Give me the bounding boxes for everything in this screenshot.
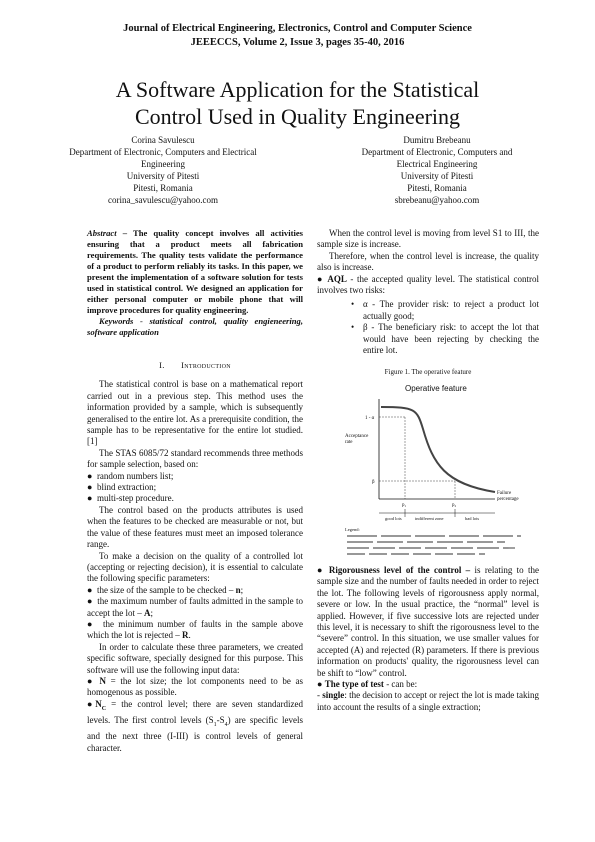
figure-caption: Figure 1. The operative feature [384, 368, 472, 377]
abstract-label: Abstract [87, 228, 117, 238]
right-column [317, 228, 539, 713]
list-item: • α - The provider risk: to reject a product lot actually good; [317, 299, 539, 322]
figure-y-tick: 1 - α [365, 415, 375, 421]
figure-zone-label: good lots [385, 515, 402, 521]
journal-line-1: Journal of Electrical Engineering, Electronics, Control and Computer Science [123, 23, 472, 34]
list-item: ● Rigorousness level of the control – is relating to the sample size and the number of faults needed in order to reject the lot. The following levels of rigorousness apply normal, severe or low. In the usual practice, the “normal” level is applied. However, if five successive lots are rejected under this level, it is necessary to shift the rigorousness level to the “severe” control. In this situation, we use smaller values for accepted (A) and rejected (R) parameters. If there is previous information on products' quality, the rigorousness level can be shift to “low” control. [317, 564, 539, 678]
paper-title [40, 76, 555, 130]
list-item-text: = the lot size; the lot components need to be as homogenous as possible. [87, 675, 303, 698]
author-dept: Electrical Engineering [396, 159, 478, 169]
author-block-2 [312, 134, 562, 206]
title-line-2: Control Used in Quality Engineering [134, 104, 461, 129]
author-block-1 [38, 134, 288, 206]
list-item-text: blind extraction; [96, 482, 157, 493]
list-item-text: the size of the sample to be checked – [96, 584, 236, 595]
paragraph: Therefore, when the control level is increase, the quality also is increase. [317, 250, 539, 273]
figure-xlabel: percentage [497, 496, 519, 502]
figure-ylabel: Acceptance [345, 433, 369, 439]
author-university: University of Pitesti [400, 171, 474, 181]
risk-list [317, 299, 539, 356]
list-item: ● The type of test - can be: [317, 678, 418, 689]
author-city: Pitesti, Romania [407, 183, 467, 193]
section-number: I. [159, 360, 165, 370]
symbol: N [99, 675, 106, 686]
list-item: • β - The beneficiary risk: to accept the lot that would have been rejecting by checking the entire lot. [317, 322, 539, 356]
list-item: ● the size of the sample to be checked – n; [87, 584, 244, 595]
figure-y-tick: β [372, 479, 375, 485]
bold-label: Rigorousness level of the control – [328, 564, 475, 575]
list-item-text: is relating to the sample size and the number of faults needed in order to reject the lot. The following levels of rigorousness apply normal, severe or low. In the usual practice, the “normal” level is applied. However, if five successive lots are rejected under this level, it is necessary to shift the rigorousness level to the “severe” control. In this situation, we use smaller values for accepted (A) and rejected (R) parameters. If there is previous information on products' quality, the rigorousness level can be shift to “low” control. [317, 564, 539, 678]
list-item: ● N = the lot size; the lot components need to be as homogenous as possible. [87, 675, 303, 698]
journal-line-2: JEEECCS, Volume 2, Issue 3, pages 35-40, 2016 [190, 37, 405, 48]
list-item-text: - the accepted quality level. The statistical control involves two risks: [317, 273, 539, 296]
paragraph: In order to calculate these three parameters, we created specific software, specially designed for this purpose. This software will use the following input data: [87, 641, 303, 675]
list-item: - single: the decision to accept or reject the lot is made taking into account the results of a single extraction; [317, 690, 539, 712]
list-item: $●N_C$ = the control level; there are seven standardized levels. The first control levels $(S_1-S_4)$ are specific levels and the next three (I-III) is control levels of general character. [87, 698, 304, 753]
list-item: ● the minimum number of faults in the sample above which the lot is rejected – R. [87, 618, 303, 641]
aql-label: AQL [327, 273, 347, 284]
figure-legend-heading: Legend: [345, 526, 360, 532]
bold-label: single [322, 690, 345, 701]
author-city: Pitesti, Romania [133, 183, 193, 193]
figure-x-tick: p₁ [402, 502, 407, 508]
title-line-1: A Software Application for the Statistical [115, 77, 480, 102]
paragraph: The STAS 6085/72 standard recommends three methods for sample selection, based on: [87, 447, 303, 470]
list-item-text: = the control level; there are seven standardized levels. The first control levels (S [87, 698, 304, 725]
list-item-text: the maximum number of faults admitted in the sample to accept the lot – [87, 596, 303, 618]
paragraph: When the control level is moving from level S1 to III, the sample size is increase. [317, 228, 539, 250]
journal-header [0, 22, 595, 50]
author-email[interactable]: sbrebeanu@yahoo.com [394, 195, 480, 205]
keywords: Keywords - statistical control, quality engieneering, software application [87, 316, 303, 337]
figure-ylabel: rate [345, 439, 353, 445]
paragraph: The statistical control is base on a mathematical report carried out in a previous step. This method uses the information provided by a sample, which is subsequently generalised to the entire lot. As a prerequisite condition, the sample has to be representative for the entire lot studied. [1] [87, 379, 303, 447]
figure-curve [381, 407, 495, 492]
figure-zone-label: bad lots [465, 515, 480, 521]
paragraph: To make a decision on the quality of a controlled lot (accepting or rejecting decision), it is essential to calculate the following specific parameters: [87, 550, 303, 584]
figure-zone-label: indifferent zone [415, 515, 444, 521]
subscript: C [101, 705, 107, 712]
list-item-text: - can be: [386, 678, 418, 689]
section-title: Introduction [181, 360, 231, 370]
author-email[interactable]: corina_savulescu@yahoo.com [107, 195, 218, 205]
symbol: N [95, 698, 102, 709]
figure-x-tick: p₂ [452, 502, 457, 508]
list-item-text: multi-step procedure. [96, 493, 174, 504]
paragraph: The control based on the products attributes is used when the features to be checked are measurable or not, but the value of these features must meet an imposed tolerance range. [87, 504, 303, 550]
operative-feature-figure [345, 379, 525, 559]
symbol: R [181, 630, 189, 641]
abstract-text: – The quality concept involves all activities ensuring that a product meets all fabrication requirements. The quality tests validate the performance of a product to perform reliably its tasks. In this paper, we present the implementation of a software solution for tests used in statistical control. We designed an application for either personal computer or mobile phone that will improve procedures for quality engineering. [87, 228, 303, 315]
figure-title: Operative feature [405, 383, 467, 393]
author-dept: Department of Electronic, Computers and [361, 147, 513, 157]
bold-label: The type of test [324, 678, 384, 689]
section-heading [87, 360, 303, 371]
list-item-text: the minimum number of faults in the sample above which the lot is rejected – [87, 618, 303, 641]
author-name: Dumitru Brebeanu [403, 135, 471, 145]
list-item: ● multi-step procedure. [87, 493, 174, 504]
symbol: n [235, 584, 241, 595]
list-item-text: random numbers list; [96, 470, 174, 481]
list-item: ● blind extraction; [87, 482, 157, 493]
list-item: ● random numbers list; [87, 470, 174, 481]
list-item-text: -S [216, 714, 225, 725]
author-name: Corina Savulescu [131, 135, 195, 145]
list-item-text: : the decision to accept or reject the lot is made taking into account the results of a single extraction; [317, 690, 539, 712]
list-item: ● AQL - the accepted quality level. The statistical control involves two risks: [317, 273, 539, 296]
author-dept: Department of Electronic, Computers and Electrical [69, 147, 257, 157]
list-item: ● the maximum number of faults admitted in the sample to accept the lot – A; [87, 596, 303, 618]
left-column [87, 228, 303, 754]
author-dept: Engineering [141, 159, 185, 169]
figure-xlabel: Failure [497, 490, 512, 496]
abstract [87, 228, 303, 316]
symbol: A [143, 607, 151, 618]
author-university: University of Pitesti [126, 171, 200, 181]
list-item-text: ) are specific levels and the next three (I-III) is control levels of general character. [87, 714, 303, 753]
